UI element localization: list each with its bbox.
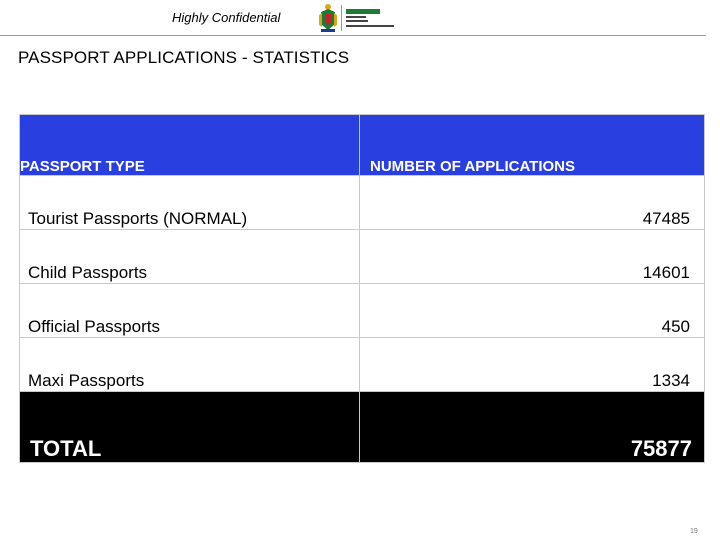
home-affairs-logo <box>317 3 415 33</box>
total-row <box>20 392 705 463</box>
header-divider <box>0 35 706 36</box>
table-row <box>20 284 705 338</box>
logo-wordmark <box>346 9 394 27</box>
passport-type-cell: Official Passports <box>20 284 360 338</box>
column-header-passport-type: PASSPORT TYPE <box>20 115 360 176</box>
page-number: 19 <box>690 528 698 535</box>
application-count-cell: 14601 <box>360 230 705 284</box>
application-count-cell: 450 <box>360 284 705 338</box>
table-row <box>20 176 705 230</box>
application-count-cell: 47485 <box>360 176 705 230</box>
passport-statistics-table <box>19 114 705 463</box>
table-row <box>20 230 705 284</box>
application-count-cell: 1334 <box>360 338 705 392</box>
passport-type-cell: Tourist Passports (NORMAL) <box>20 176 360 230</box>
confidentiality-label: Highly Confidential <box>172 10 281 25</box>
table-row <box>20 338 705 392</box>
page-title: PASSPORT APPLICATIONS - STATISTICS <box>18 48 350 67</box>
passport-type-cell: Child Passports <box>20 230 360 284</box>
table-header-row <box>20 115 705 176</box>
passport-type-cell: Maxi Passports <box>20 338 360 392</box>
total-label: TOTAL <box>20 392 360 463</box>
total-count: 75877 <box>360 392 705 463</box>
coat-of-arms-icon <box>319 4 337 32</box>
column-header-number-of-applications: NUMBER OF APPLICATIONS <box>360 115 705 176</box>
